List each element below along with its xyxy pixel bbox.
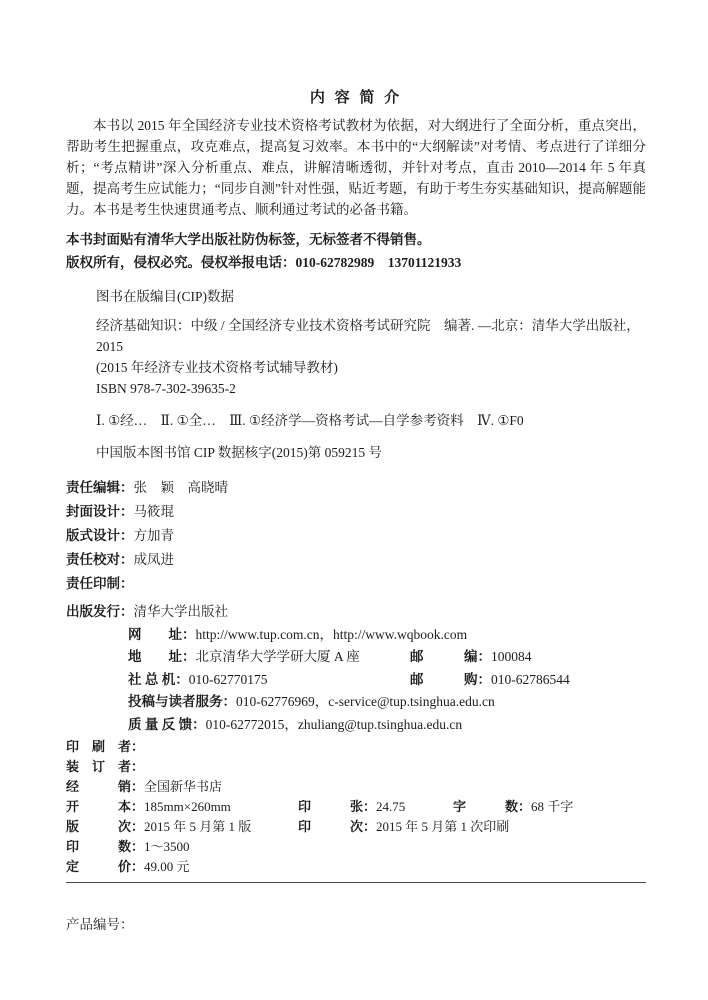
summary-paragraph: 本书以 2015 年全国经济专业技术资格考试教材为依据，对大纲进行了全面分析，重点突出，帮助考生把握重点，攻克难点，提高复习效率。本书中的“大纲解读”对考情、考点进行了详细分析；“考点精讲”深入分析重点、难点，讲解清晰透彻，并针对考点，直击 2010—2014 年 5 年真题，提高考生应试能力；“同步自测”针对性强，贴近考题，有助于考生夯实基础知识，提高解题能力。本书是考生快速贯通考点、顺利通过考试的必备书籍。 — [66, 118, 646, 217]
publisher-name: 清华大学出版社 — [133, 604, 228, 619]
mailorder-value: 010-62786544 — [491, 671, 570, 687]
distributor-row — [66, 777, 646, 797]
distributor-label: 经 销： — [66, 779, 145, 794]
website-label: 网 址： — [128, 626, 196, 642]
wordcount-group — [453, 797, 573, 817]
zip-group — [410, 646, 532, 669]
cip-series-line: (2015 年经济专业技术资格考试辅导教材) — [96, 360, 338, 375]
sheets-label: 印 张： — [298, 799, 377, 814]
footer-divider — [66, 882, 646, 883]
price-row — [66, 857, 646, 877]
sheets-value: 24.75 — [376, 799, 406, 814]
cip-block — [96, 286, 646, 463]
summary-title: 内 容 简 介 — [309, 90, 403, 106]
quality-feedback-value: 010-62772015，zhuliang@tup.tsinghua.edu.cn — [205, 716, 463, 732]
edition-value: 2015 年 5 月第 1 版 — [144, 819, 252, 834]
price-label: 定 价： — [66, 859, 145, 874]
address-label: 地 址： — [128, 649, 196, 664]
switchboard-row — [66, 669, 646, 692]
anti-counterfeit-notice: 本书封面贴有清华大学出版社防伪标签，无标签者不得销售。 — [66, 232, 431, 247]
format-value: 185mm×260mm — [144, 799, 231, 814]
printrun-row — [66, 837, 646, 857]
switchboard-value: 010-62770175 — [188, 671, 268, 687]
product-number-label: 产品编号： — [66, 917, 134, 932]
impression-label: 印 次： — [298, 819, 377, 834]
cip-record-line: 中国版本图书馆 CIP 数据核字(2015)第 059215 号 — [96, 445, 382, 460]
quality-feedback-label: 质 量 反 馈： — [128, 716, 206, 732]
editor-value: 张 颖 高晓晴 — [133, 480, 228, 495]
copyright-notice: 版权所有，侵权必究。侵权举报电话：010-62782989 13701121933 — [66, 255, 462, 270]
publisher-row — [66, 601, 646, 624]
layout-design-value: 方加青 — [133, 528, 174, 543]
publisher-label: 出版发行： — [66, 604, 134, 619]
quality-feedback-row — [66, 714, 646, 737]
editor-label: 责任编辑： — [66, 480, 134, 495]
cover-design-value: 马筱琨 — [133, 504, 174, 519]
proofreader-label: 责任校对： — [66, 552, 134, 567]
sheets-group — [298, 797, 405, 817]
cip-isbn-line: ISBN 978-7-302-39635-2 — [96, 381, 236, 396]
product-number-row — [66, 915, 646, 935]
cip-heading: 图书在版编目(CIP)数据 — [96, 289, 234, 304]
website-value: http://www.tup.com.cn，http://www.wqbook.com — [195, 626, 468, 642]
credits-block — [66, 476, 646, 596]
proofreader-value: 成凤进 — [133, 552, 174, 567]
reader-service-row — [66, 691, 646, 714]
switchboard-label: 社 总 机： — [128, 671, 189, 687]
binder-row — [66, 757, 646, 777]
print-supervisor-label: 责任印制： — [66, 576, 134, 591]
edition-label: 版 次： — [66, 819, 145, 834]
cip-title-line: 经济基础知识：中级 / 全国经济专业技术资格考试研究院 编著. —北京：清华大学出版社，2015 — [96, 318, 640, 354]
printrun-label: 印 数： — [66, 839, 145, 854]
binder-label: 装 订 者： — [66, 759, 145, 774]
edition-row — [66, 817, 646, 837]
wordcount-value: 68 千字 — [531, 799, 574, 814]
format-label: 开 本： — [66, 799, 145, 814]
layout-design-label: 版式设计： — [66, 528, 134, 543]
publisher-block — [66, 601, 646, 736]
impression-group — [298, 817, 509, 837]
format-row — [66, 797, 646, 817]
credit-row-cover-design — [66, 500, 646, 524]
reader-service-value: 010-62776969，c-service@tup.tsinghua.edu.cn — [236, 694, 495, 709]
printrun-value: 1～3500 — [144, 839, 190, 854]
address-row — [66, 646, 646, 669]
zip-label: 邮 编： — [410, 649, 491, 664]
credit-row-proofreader — [66, 548, 646, 572]
printing-block — [66, 737, 646, 877]
printer-label: 印 刷 者： — [66, 739, 145, 754]
cover-design-label: 封面设计： — [66, 504, 134, 519]
mailorder-label: 邮 购： — [410, 671, 491, 687]
credit-row-layout-design — [66, 524, 646, 548]
address-value: 北京清华大学学研大厦 A 座 — [195, 649, 360, 664]
wordcount-label: 字 数： — [453, 799, 532, 814]
impression-value: 2015 年 5 月第 1 次印刷 — [376, 819, 510, 834]
cip-classification-line: Ⅰ. ①经… Ⅱ. ①全… Ⅲ. ①经济学—资格考试—自学参考资料 Ⅳ. ①F0 — [96, 413, 524, 428]
zip-value: 100084 — [491, 649, 532, 664]
credit-row-print-supervisor — [66, 572, 646, 596]
distributor-value: 全国新华书店 — [144, 779, 223, 794]
credit-row-editor — [66, 476, 646, 500]
mailorder-group — [410, 669, 570, 692]
printer-row — [66, 737, 646, 757]
reader-service-label: 投稿与读者服务： — [128, 694, 236, 709]
website-row — [66, 624, 646, 647]
price-value: 49.00 元 — [144, 859, 190, 874]
